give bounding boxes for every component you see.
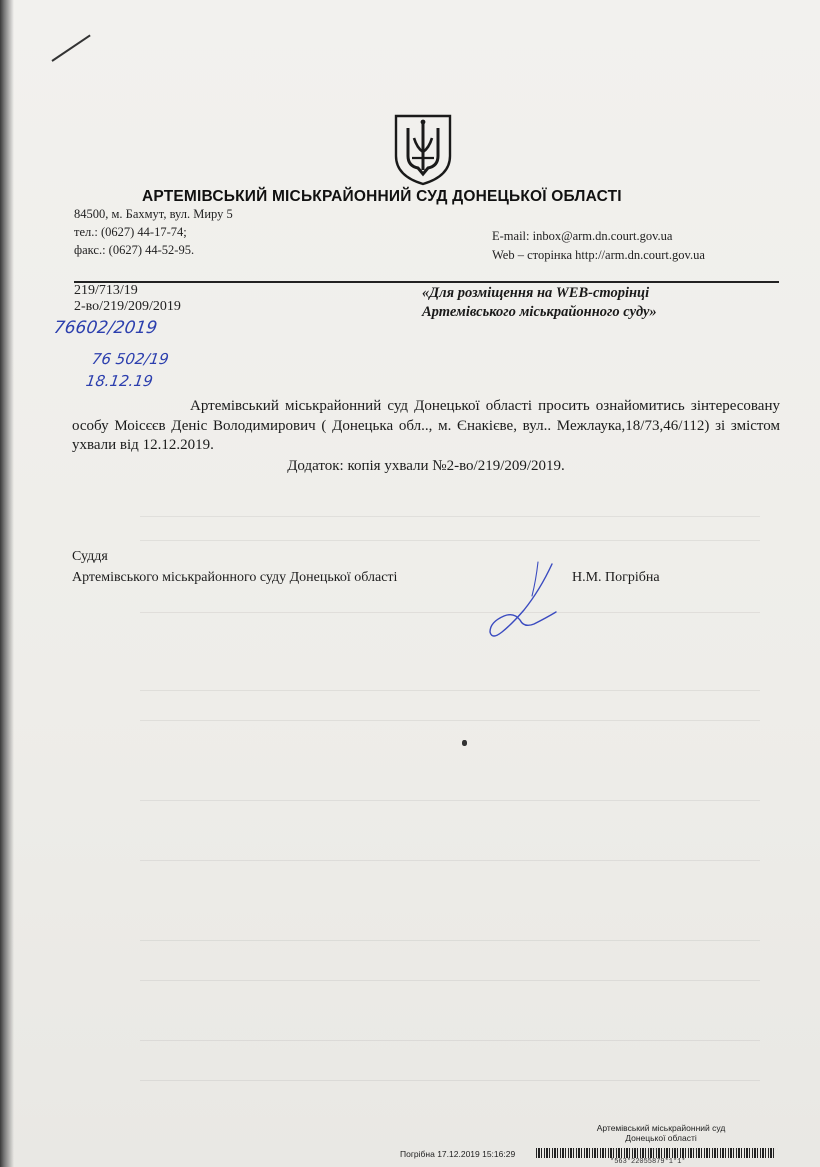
- web-note-line-1: «Для розміщення на WEB-сторінці: [422, 285, 650, 301]
- handwritten-date: 18.12.19: [84, 372, 155, 390]
- barcode-number: *563*22055879*1*1*: [610, 1158, 686, 1166]
- court-website: Web – сторінка http://arm.dn.court.gov.ua: [492, 248, 705, 262]
- court-fax: факс.: (0627) 44-52-95.: [74, 243, 195, 257]
- e-stamp-court-line-2: Донецької області: [625, 1133, 697, 1143]
- body-paragraph: Артемівський міськрайонний суд Донецької області просить ознайомитись зінтересовану особу Моісєєв Деніс Володимирович ( Донецька обл.., м. Єнакієве, вул.. Межлаука,18/73,46/112) зі змістом ухвали від 12.12.2019.: [72, 398, 780, 453]
- handwritten-number: 76 502/19: [90, 350, 170, 368]
- court-address: 84500, м. Бахмут, вул. Миру 5: [74, 207, 233, 221]
- web-placement-note: [422, 284, 762, 322]
- judge-court: Артемівського міськрайонного суду Донецької області: [72, 570, 398, 585]
- court-email: E-mail: inbox@arm.dn.court.gov.ua: [492, 229, 673, 243]
- e-stamp-court-line-1: Артемівський міськрайонний суд: [596, 1123, 726, 1133]
- header-divider: [74, 281, 779, 283]
- court-phone: тел.: (0627) 44-17-74;: [74, 225, 187, 239]
- coat-of-arms-icon: [392, 112, 454, 186]
- court-name-heading: АРТЕМІВСЬКИЙ МІСЬКРАЙОННИЙ СУД ДОНЕЦЬКОЇ ОБЛАСТІ: [142, 188, 622, 205]
- case-number: 2-во/219/209/2019: [74, 299, 181, 314]
- e-signature-timestamp: Погрібна 17.12.2019 15:16:29: [400, 1149, 516, 1159]
- web-note-line-2: Артемівського міськрайонного суду»: [422, 304, 657, 320]
- attachment-line: Додаток: копія ухвали №2-во/219/209/2019.: [287, 458, 565, 474]
- letter-body: [72, 397, 780, 456]
- reference-number: 219/713/19: [74, 283, 138, 298]
- judge-title: Суддя: [72, 549, 108, 564]
- document-barcode: [536, 1148, 776, 1158]
- handwritten-registration: 76602/2019: [52, 318, 159, 338]
- scan-edge-shadow: [0, 0, 14, 1167]
- judge-name: Н.М. Погрібна: [572, 570, 660, 585]
- handwritten-signature: [480, 560, 570, 646]
- ink-dot: [462, 740, 467, 746]
- e-stamp-court: [580, 1123, 742, 1143]
- pen-stroke-mark: [51, 34, 90, 61]
